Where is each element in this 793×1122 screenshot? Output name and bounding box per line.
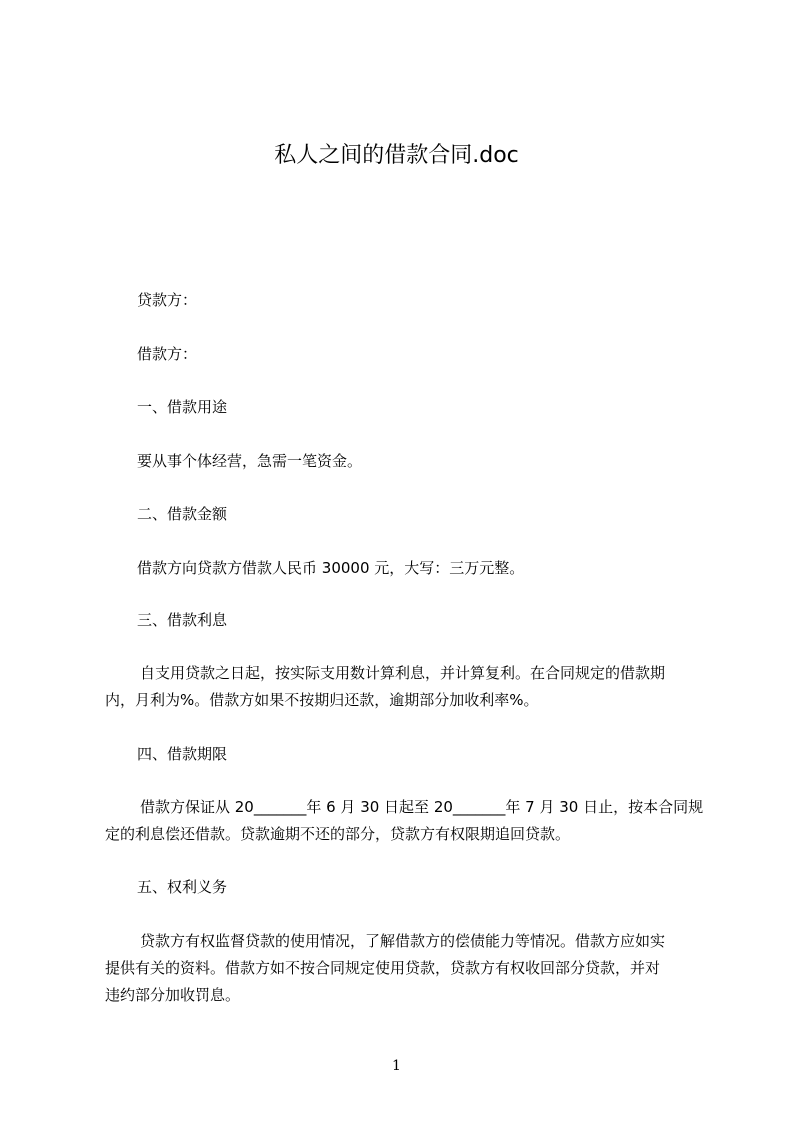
section-1-body: 要从事个体经营，急需一笔资金。 xyxy=(137,452,363,470)
section-2-heading: 二、借款金额 xyxy=(137,505,228,523)
page-number: 1 xyxy=(392,1058,401,1074)
lender-label: 贷款方： xyxy=(137,291,198,309)
section-5-heading: 五、权利义务 xyxy=(137,878,228,896)
section-1-heading: 一、借款用途 xyxy=(137,398,228,416)
section-4-body-line-1: 借款方保证从 20_______年 6 月 30 日起至 20_______年 7 月 30 日止，按本合同规 xyxy=(140,798,704,816)
section-5-body-line-2: 提供有关的资料。借款方如不按合同规定使用贷款，贷款方有权收回部分贷款，并对 xyxy=(105,959,661,977)
section-3-body-line-1: 自支用贷款之日起，按实际支用数计算利息，并计算复利。在合同规定的借款期 xyxy=(140,664,666,682)
section-5-body-line-1: 贷款方有权监督贷款的使用情况，了解借款方的偿债能力等情况。借款方应如实 xyxy=(140,932,666,950)
section-4-heading: 四、借款期限 xyxy=(137,745,228,763)
section-3-heading: 三、借款利息 xyxy=(137,611,228,629)
document-title: 私人之间的借款合同.doc xyxy=(274,143,519,168)
borrower-label: 借款方： xyxy=(137,345,198,363)
section-4-body-line-2: 定的利息偿还借款。贷款逾期不还的部分，贷款方有权限期追回贷款。 xyxy=(105,825,571,843)
section-5-body-line-3: 违约部分加收罚息。 xyxy=(105,986,241,1004)
section-3-body-line-2: 内，月利为%。借款方如果不按期归还款，逾期部分加收利率%。 xyxy=(105,691,539,709)
section-2-body: 借款方向贷款方借款人民币 30000 元，大写：三万元整。 xyxy=(137,559,525,577)
